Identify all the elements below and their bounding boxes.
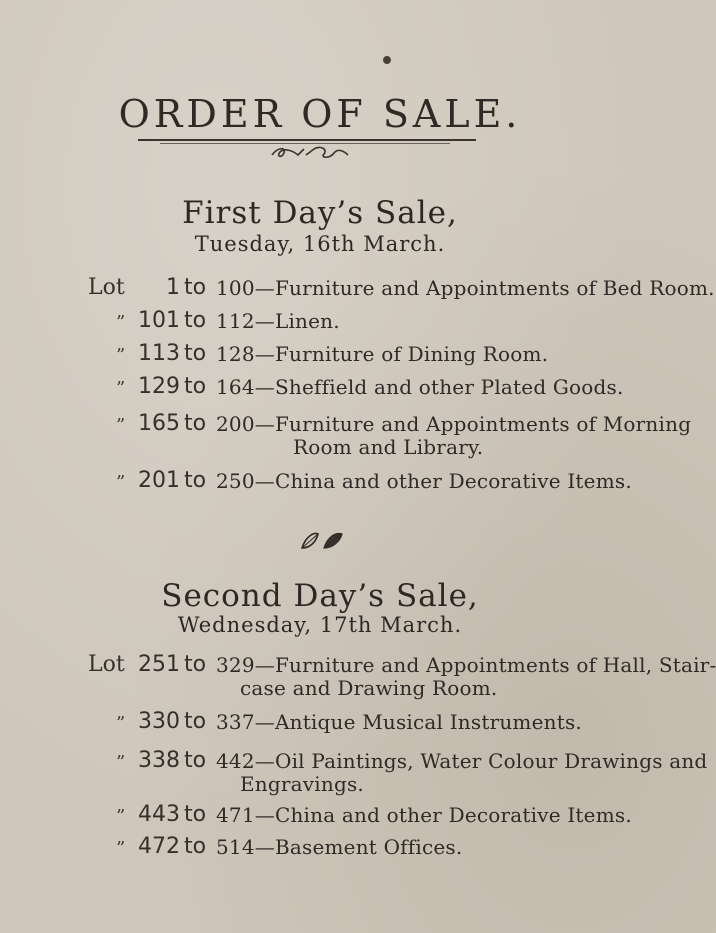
title-rule (138, 139, 476, 141)
ditto-mark: ” (116, 312, 126, 333)
lot-description: 112—Linen. (216, 309, 340, 333)
lot-to: to (184, 834, 207, 859)
first-day-date: Tuesday, 16th March. (194, 232, 446, 256)
lot-description: 471—China and other Decorative Items. (216, 803, 632, 827)
ditto-mark: ” (116, 378, 126, 399)
ditto-mark: ” (116, 415, 126, 436)
second-day-date: Wednesday, 17th March. (177, 613, 463, 637)
lot-to: to (184, 652, 207, 677)
lot-prefix: Lot (88, 275, 125, 300)
page-title: ORDER OF SALE. (118, 92, 522, 136)
lot-start: 443 (138, 802, 180, 827)
first-day-title: First Day’s Sale, (182, 195, 458, 231)
lot-description: 250—China and other Decorative Items. (216, 469, 632, 493)
lot-description-continued: case and Drawing Room. (240, 676, 498, 700)
lot-to: to (184, 411, 207, 436)
lot-start: 101 (138, 308, 180, 333)
lot-start: 251 (138, 652, 180, 677)
lot-description: 442—Oil Paintings, Water Colour Drawings and (216, 749, 708, 773)
lot-description: 100—Furniture and Appointments of Bed Room. (216, 276, 715, 300)
ditto-mark: ” (116, 345, 126, 366)
leaf-ornament-icon (300, 530, 348, 552)
lot-to: to (184, 275, 207, 300)
lot-start: 201 (138, 468, 180, 493)
lot-to: to (184, 468, 207, 493)
ditto-mark: ” (116, 806, 126, 827)
ditto-mark: ” (116, 838, 126, 859)
lot-to: to (184, 308, 207, 333)
ditto-mark: ” (116, 472, 126, 493)
ditto-mark: ” (116, 752, 126, 773)
lot-description-continued: Engravings. (240, 772, 364, 796)
lot-description: 164—Sheffield and other Plated Goods. (216, 375, 624, 399)
second-day-title: Second Day’s Sale, (161, 578, 479, 614)
lot-to: to (184, 802, 207, 827)
lot-start: 330 (138, 709, 180, 734)
lot-description-continued: Room and Library. (293, 435, 484, 459)
lot-start: 129 (138, 374, 180, 399)
lot-to: to (184, 374, 207, 399)
lot-description: 128—Furniture of Dining Room. (216, 342, 549, 366)
ink-spot (382, 55, 393, 66)
lot-start: 113 (138, 341, 180, 366)
lot-start: 1 (166, 275, 180, 300)
ditto-mark: ” (116, 713, 126, 734)
lot-description: 329—Furniture and Appointments of Hall, Stair- (216, 653, 716, 677)
lot-description: 337—Antique Musical Instruments. (216, 710, 582, 734)
lot-to: to (184, 341, 207, 366)
lot-description: 514—Basement Offices. (216, 835, 463, 859)
lot-prefix: Lot (88, 652, 125, 677)
lot-start: 338 (138, 748, 180, 773)
lot-start: 472 (138, 834, 180, 859)
lot-description: 200—Furniture and Appointments of Morning (216, 412, 692, 436)
swash-ornament-icon (268, 143, 352, 163)
lot-to: to (184, 709, 207, 734)
lot-to: to (184, 748, 207, 773)
lot-start: 165 (138, 411, 180, 436)
